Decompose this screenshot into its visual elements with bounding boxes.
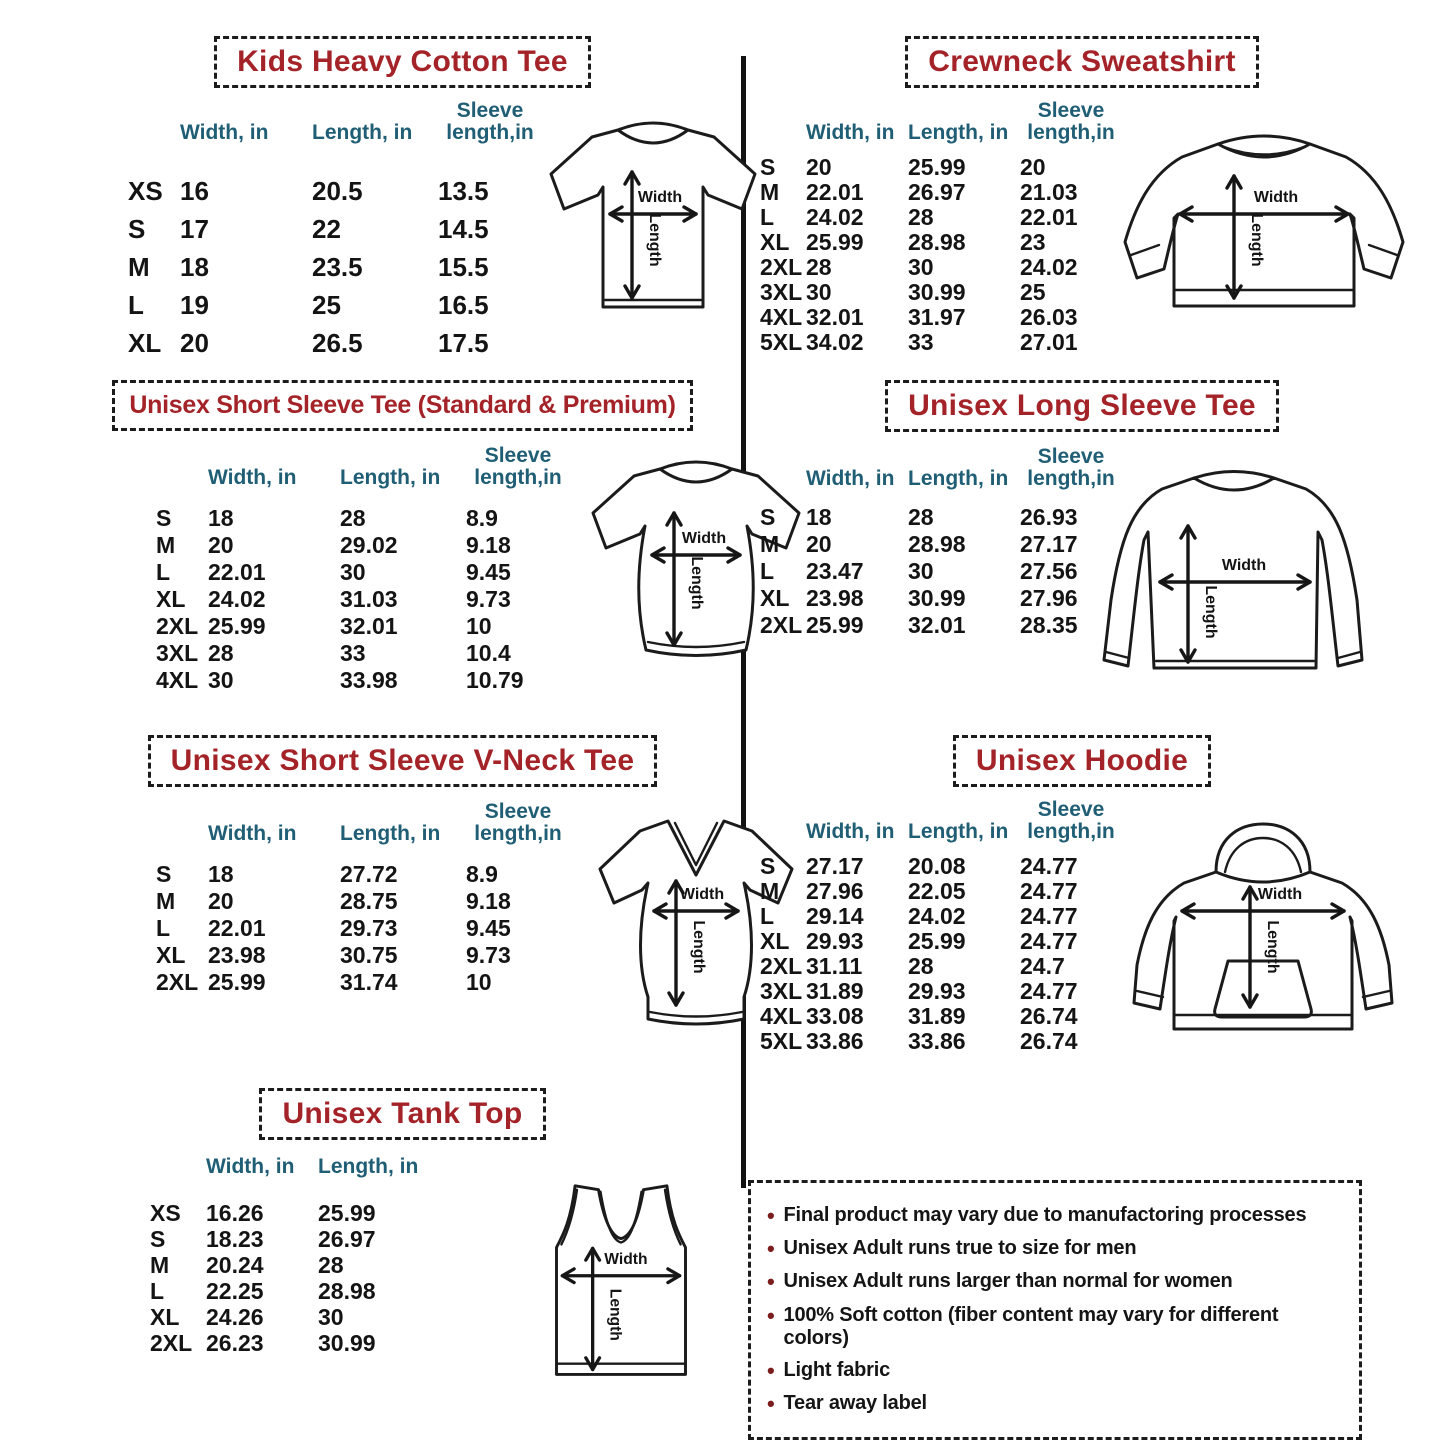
width-value: 27.96 — [806, 878, 864, 905]
length-value: 29.73 — [340, 915, 398, 942]
width-value: 33.08 — [806, 1003, 864, 1030]
col-header-sleeve: Sleeve length,in — [474, 444, 562, 490]
size-table-crewneck — [760, 100, 1122, 354]
width-value: 29.14 — [806, 903, 864, 930]
size-label: S — [760, 504, 776, 531]
table-row — [156, 888, 570, 915]
length-value: 30 — [908, 558, 934, 585]
length-value: 32.01 — [908, 612, 966, 639]
length-value: 25.99 — [908, 154, 966, 181]
sleeve-value: 23 — [1020, 229, 1046, 256]
size-table-hoodie — [760, 799, 1122, 1053]
length-value: 24.02 — [908, 903, 966, 930]
width-label: Width — [1221, 557, 1267, 574]
crewneck-illustration — [1114, 122, 1414, 322]
hoodie-illustration — [1118, 817, 1408, 1062]
width-value: 19 — [180, 289, 209, 320]
table-row — [156, 942, 570, 969]
sleeve-value: 13.5 — [438, 175, 489, 206]
size-label: 4XL — [760, 1003, 803, 1030]
length-value: 31.97 — [908, 304, 966, 331]
section-title-hoodie: Unisex Hoodie — [953, 735, 1211, 787]
size-label: 2XL — [156, 613, 199, 640]
size-table-short-sleeve — [156, 445, 570, 694]
table-row — [128, 324, 542, 362]
table-row — [128, 210, 542, 248]
width-value: 25.99 — [208, 969, 266, 996]
length-value: 23.5 — [312, 251, 363, 282]
size-label: 3XL — [156, 640, 199, 667]
length-value: 28.98 — [318, 1278, 376, 1305]
length-label: Length — [1202, 585, 1219, 639]
width-value: 20 — [180, 327, 209, 358]
width-value: 29.93 — [806, 928, 864, 955]
width-value: 23.47 — [806, 558, 864, 585]
sleeve-value: 10 — [466, 613, 492, 640]
table-row — [156, 532, 570, 559]
size-label: L — [760, 903, 775, 930]
length-value: 20.08 — [908, 853, 966, 880]
size-label: 2XL — [150, 1330, 193, 1357]
table-row — [156, 667, 570, 694]
sleeve-value: 26.93 — [1020, 504, 1078, 531]
table-row — [760, 179, 1122, 204]
size-label: M — [760, 531, 780, 558]
section-title-crewneck: Crewneck Sweatshirt — [905, 36, 1259, 88]
sleeve-value: 9.45 — [466, 915, 511, 942]
table-row — [150, 1226, 458, 1252]
table-row — [128, 248, 542, 286]
sleeve-value: 9.45 — [466, 559, 511, 586]
size-label: L — [156, 915, 171, 942]
note-text: • Light fabric — [783, 1358, 891, 1381]
col-header-length: Length, in — [908, 820, 1009, 844]
table-row — [156, 586, 570, 613]
sleeve-value: 24.77 — [1020, 903, 1078, 930]
length-label: Length — [1248, 213, 1265, 267]
length-value: 20.5 — [312, 175, 363, 206]
size-label: 2XL — [760, 612, 803, 639]
note-item — [767, 1304, 1343, 1350]
width-value: 24.02 — [208, 586, 266, 613]
size-label: L — [760, 558, 775, 585]
note-text: • 100% Soft cotton (fiber content may vary for different colors) — [783, 1303, 1279, 1349]
note-text: • Tear away label — [783, 1391, 927, 1414]
size-label: S — [156, 505, 172, 532]
length-value: 25 — [312, 289, 341, 320]
table-row — [760, 558, 1122, 585]
length-value: 28 — [908, 953, 934, 980]
sleeve-value: 24.77 — [1020, 978, 1078, 1005]
length-value: 28 — [318, 1252, 344, 1279]
length-value: 33.98 — [340, 667, 398, 694]
col-header-width: Width, in — [180, 121, 269, 145]
width-value: 25.99 — [208, 613, 266, 640]
section-vneck — [60, 735, 745, 1037]
table-row — [760, 853, 1122, 878]
section-short-sleeve — [60, 380, 745, 694]
length-value: 26.5 — [312, 327, 363, 358]
table-row — [760, 878, 1122, 903]
sleeve-value: 24.77 — [1020, 878, 1078, 905]
sleeve-value: 26.74 — [1020, 1003, 1078, 1030]
col-header-width: Width, in — [806, 820, 895, 844]
width-value: 31.89 — [806, 978, 864, 1005]
width-value: 34.02 — [806, 329, 864, 356]
width-value: 18 — [208, 505, 234, 532]
sleeve-value: 27.96 — [1020, 585, 1078, 612]
width-value: 18 — [180, 251, 209, 282]
table-row — [760, 585, 1122, 612]
size-label: XL — [156, 586, 186, 613]
length-value: 28.75 — [340, 888, 398, 915]
note-item — [767, 1204, 1343, 1228]
size-table-long-sleeve — [760, 446, 1122, 639]
width-label: Width — [681, 530, 727, 547]
length-label: Length — [688, 556, 705, 610]
sleeve-value: 10 — [466, 969, 492, 996]
size-label: XL — [128, 327, 162, 358]
width-label: Width — [1257, 886, 1303, 903]
kids-tee-illustration — [536, 114, 771, 319]
sleeve-value: 27.01 — [1020, 329, 1078, 356]
size-label: 3XL — [760, 978, 803, 1005]
col-header-length: Length, in — [908, 467, 1009, 491]
length-value: 28.98 — [908, 531, 966, 558]
section-title-kids-tee: Kids Heavy Cotton Tee — [214, 36, 591, 88]
note-item — [767, 1359, 1343, 1383]
width-value: 30 — [208, 667, 234, 694]
col-header-width: Width, in — [208, 822, 297, 846]
size-label: 5XL — [760, 329, 803, 356]
table-row — [760, 204, 1122, 229]
table-row — [760, 978, 1122, 1003]
length-value: 30.99 — [908, 279, 966, 306]
length-value: 30 — [340, 559, 366, 586]
table-row — [760, 612, 1122, 639]
section-kids-tee — [60, 36, 745, 362]
section-title-short-sleeve: Unisex Short Sleeve Tee (Standard & Premium) — [112, 380, 692, 431]
note-text: • Unisex Adult runs true to size for men — [783, 1237, 1137, 1260]
width-label: Width — [679, 886, 725, 903]
size-label: S — [760, 154, 776, 181]
size-label: 2XL — [156, 969, 199, 996]
size-label: 5XL — [760, 1028, 803, 1055]
width-value: 24.26 — [206, 1304, 264, 1331]
sleeve-value: 9.73 — [466, 942, 511, 969]
table-row — [760, 279, 1122, 304]
sleeve-value: 8.9 — [466, 505, 498, 532]
length-value: 28 — [908, 204, 934, 231]
table-row — [150, 1200, 458, 1226]
sleeve-value: 26.03 — [1020, 304, 1078, 331]
sleeve-value: 9.73 — [466, 586, 511, 613]
col-header-sleeve: Sleeve length,in — [1027, 99, 1115, 145]
section-long-sleeve — [752, 380, 1412, 697]
length-value: 26.97 — [908, 179, 966, 206]
width-value: 20.24 — [206, 1252, 264, 1279]
width-value: 27.17 — [806, 853, 864, 880]
table-row — [760, 304, 1122, 329]
col-header-length: Length, in — [318, 1155, 419, 1178]
table-row — [760, 154, 1122, 179]
size-label: M — [760, 878, 780, 905]
section-crewneck — [752, 36, 1412, 354]
length-value: 26.97 — [318, 1226, 376, 1253]
width-value: 16.26 — [206, 1200, 264, 1227]
section-title-long-sleeve: Unisex Long Sleeve Tee — [885, 380, 1279, 432]
length-value: 31.03 — [340, 586, 398, 613]
width-value: 20 — [806, 154, 832, 181]
sleeve-value: 15.5 — [438, 251, 489, 282]
table-row — [156, 969, 570, 996]
size-label: XL — [156, 942, 186, 969]
length-value: 30.99 — [908, 585, 966, 612]
length-value: 28 — [340, 505, 366, 532]
size-label: XL — [760, 229, 790, 256]
size-label: 2XL — [760, 254, 803, 281]
width-value: 18.23 — [206, 1226, 264, 1253]
table-row — [760, 329, 1122, 354]
table-row — [760, 1028, 1122, 1053]
sleeve-value: 21.03 — [1020, 179, 1078, 206]
sleeve-value: 24.77 — [1020, 853, 1078, 880]
col-header-length: Length, in — [340, 822, 441, 846]
note-text: • Final product may vary due to manufactoring processes — [783, 1204, 1307, 1226]
sleeve-value: 16.5 — [438, 289, 489, 320]
sleeve-value: 22.01 — [1020, 204, 1078, 231]
table-row — [128, 286, 542, 324]
length-value: 29.02 — [340, 532, 398, 559]
size-label: L — [760, 204, 775, 231]
width-value: 20 — [208, 532, 234, 559]
length-value: 30 — [908, 254, 934, 281]
table-row — [760, 254, 1122, 279]
sleeve-value: 10.4 — [466, 640, 511, 667]
size-label: S — [128, 213, 146, 244]
size-label: M — [156, 532, 176, 559]
size-table-tank — [150, 1156, 458, 1356]
length-label: Length — [606, 1288, 624, 1341]
width-value: 25.99 — [806, 612, 864, 639]
table-row — [156, 915, 570, 942]
width-value: 22.01 — [208, 559, 266, 586]
table-row — [760, 504, 1122, 531]
table-row — [150, 1304, 458, 1330]
sleeve-value: 25 — [1020, 279, 1046, 306]
size-label: L — [150, 1278, 165, 1305]
length-value: 25.99 — [318, 1200, 376, 1227]
width-label: Width — [637, 189, 683, 206]
size-label: XL — [760, 928, 790, 955]
table-row — [150, 1330, 458, 1356]
col-header-length: Length, in — [908, 121, 1009, 145]
col-header-width: Width, in — [206, 1155, 295, 1178]
sleeve-value: 14.5 — [438, 213, 489, 244]
size-label: XS — [150, 1200, 181, 1227]
size-label: 2XL — [760, 953, 803, 980]
width-value: 20 — [806, 531, 832, 558]
length-value: 30 — [318, 1304, 344, 1331]
note-text: • Unisex Adult runs larger than normal for women — [783, 1270, 1233, 1293]
width-value: 28 — [806, 254, 832, 281]
size-label: M — [150, 1252, 170, 1279]
sleeve-value: 24.02 — [1020, 254, 1078, 281]
width-label: Width — [604, 1251, 648, 1268]
length-value: 28 — [908, 504, 934, 531]
col-header-width: Width, in — [806, 467, 895, 491]
size-label: 3XL — [760, 279, 803, 306]
length-value: 22 — [312, 213, 341, 244]
length-value: 25.99 — [908, 928, 966, 955]
sleeve-value: 17.5 — [438, 327, 489, 358]
width-value: 22.01 — [208, 915, 266, 942]
col-header-width: Width, in — [806, 121, 895, 145]
length-value: 33 — [908, 329, 934, 356]
length-value: 30.99 — [318, 1330, 376, 1357]
length-label: Length — [690, 920, 707, 974]
width-value: 33.86 — [806, 1028, 864, 1055]
notes-box — [748, 1180, 1362, 1440]
sleeve-value: 24.7 — [1020, 953, 1065, 980]
table-row — [156, 861, 570, 888]
table-row — [760, 1003, 1122, 1028]
width-value: 22.25 — [206, 1278, 264, 1305]
tank-top-illustration — [546, 1178, 696, 1393]
note-item — [767, 1270, 1343, 1294]
table-row — [156, 613, 570, 640]
sleeve-value: 9.18 — [466, 888, 511, 915]
size-label: M — [156, 888, 176, 915]
width-value: 22.01 — [806, 179, 864, 206]
size-label: L — [156, 559, 171, 586]
length-value: 29.93 — [908, 978, 966, 1005]
length-label: Length — [646, 213, 663, 267]
width-value: 20 — [208, 888, 234, 915]
col-header-sleeve: Sleeve length,in — [1027, 445, 1115, 491]
col-header-sleeve: Sleeve length,in — [1027, 798, 1115, 844]
size-table-vneck — [156, 801, 570, 996]
size-label: 4XL — [760, 304, 803, 331]
note-item — [767, 1237, 1343, 1261]
length-value: 31.74 — [340, 969, 398, 996]
width-label: Width — [1253, 189, 1299, 206]
width-value: 23.98 — [208, 942, 266, 969]
sleeve-value: 8.9 — [466, 861, 498, 888]
sleeve-value: 24.77 — [1020, 928, 1078, 955]
width-value: 17 — [180, 213, 209, 244]
section-notes — [748, 1180, 1362, 1440]
length-value: 33.86 — [908, 1028, 966, 1055]
table-row — [760, 953, 1122, 978]
size-label: S — [150, 1226, 166, 1253]
table-row — [156, 559, 570, 586]
width-value: 31.11 — [806, 953, 863, 980]
width-value: 18 — [208, 861, 234, 888]
width-value: 24.02 — [806, 204, 864, 231]
size-label: S — [156, 861, 172, 888]
table-row — [156, 640, 570, 667]
sleeve-value: 9.18 — [466, 532, 511, 559]
width-value: 23.98 — [806, 585, 864, 612]
length-value: 27.72 — [340, 861, 398, 888]
length-value: 33 — [340, 640, 366, 667]
width-value: 28 — [208, 640, 234, 667]
sleeve-value: 20 — [1020, 154, 1046, 181]
size-label: XL — [760, 585, 790, 612]
size-label: L — [128, 289, 144, 320]
sleeve-value: 26.74 — [1020, 1028, 1078, 1055]
table-row — [150, 1278, 458, 1304]
size-label: 4XL — [156, 667, 199, 694]
col-header-sleeve: Sleeve length,in — [446, 99, 534, 145]
col-header-sleeve: Sleeve length,in — [474, 800, 562, 846]
width-value: 16 — [180, 175, 209, 206]
size-label: XS — [128, 175, 163, 206]
width-value: 32.01 — [806, 304, 864, 331]
size-label: M — [760, 179, 780, 206]
long-sleeve-tee-illustration — [1076, 462, 1396, 697]
width-value: 25.99 — [806, 229, 864, 256]
table-row — [128, 172, 542, 210]
col-header-length: Length, in — [312, 121, 413, 145]
sleeve-value: 10.79 — [466, 667, 524, 694]
length-value: 31.89 — [908, 1003, 966, 1030]
width-value: 26.23 — [206, 1330, 264, 1357]
col-header-length: Length, in — [340, 466, 441, 490]
col-header-width: Width, in — [208, 466, 297, 490]
size-table-kids-tee — [128, 100, 542, 362]
table-row — [760, 229, 1122, 254]
sleeve-value: 27.56 — [1020, 558, 1078, 585]
sleeve-value: 28.35 — [1020, 612, 1078, 639]
section-title-vneck: Unisex Short Sleeve V-Neck Tee — [148, 735, 658, 787]
note-item — [767, 1392, 1343, 1416]
table-row — [760, 531, 1122, 558]
width-value: 18 — [806, 504, 832, 531]
section-hoodie — [752, 735, 1412, 1062]
sleeve-value: 27.17 — [1020, 531, 1078, 558]
section-tank — [60, 1088, 745, 1393]
table-row — [760, 903, 1122, 928]
section-title-tank: Unisex Tank Top — [259, 1088, 545, 1140]
length-value: 22.05 — [908, 878, 966, 905]
table-row — [150, 1252, 458, 1278]
width-value: 30 — [806, 279, 832, 306]
table-row — [156, 505, 570, 532]
length-value: 32.01 — [340, 613, 398, 640]
table-row — [760, 928, 1122, 953]
length-value: 28.98 — [908, 229, 966, 256]
size-label: S — [760, 853, 776, 880]
length-label: Length — [1264, 920, 1281, 974]
length-value: 30.75 — [340, 942, 398, 969]
size-label: M — [128, 251, 150, 282]
size-label: XL — [150, 1304, 180, 1331]
